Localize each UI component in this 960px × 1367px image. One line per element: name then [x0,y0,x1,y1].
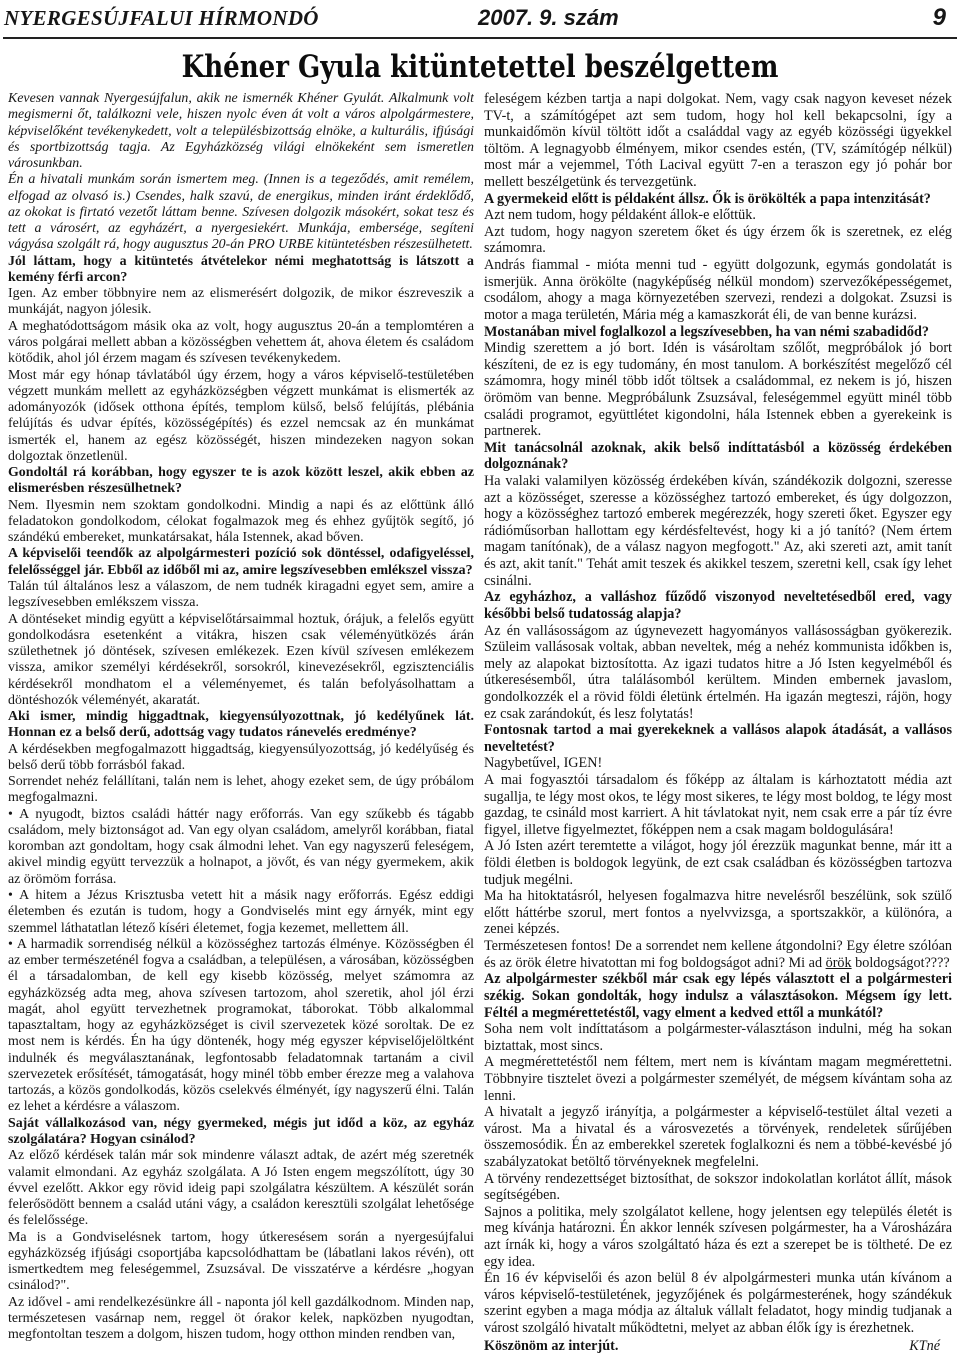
article-title: Khéner Gyula kitüntetettel beszélgettem [181,49,779,85]
answer-paragraph: • A nyugodt, biztos családi háttér nagy erőforrás. Van egy szűkebb és tágabb családom, mely biztonságot ad. Van egy olyan családom, amelyről korábban, fiatal koromban azt gondoltam, hogy csak álmodni lehet. Van egy nagyszerű feleségem, akivel mindig együtt tervezzük a holnapot, a jövőt, és van négy gyermekem, akik az örömöm forrása. [8,806,474,887]
answer-paragraph: A Jó Isten azért teremtette a világot, hogy jól érezzük magunkat benne, már itt a földi életben is boldogok legyünk, de ezt csak családban és közösségben tartozva tudjuk megélni. [484,838,952,888]
author-signature: KTné [909,1337,940,1354]
answer-paragraph: A döntéseket mindig együtt a képviselőtársaimmal hoztuk, órájuk, a felelős együtt gondolkodásra esetenként a vitákra, hiszen csak véleményütközés árán születhetnek jó döntések, szívesen emlékezek. Ezen kívül szívesen emlékezem vissza, amikor személyi kérdésekről, sorsokról, kinevezésekről, egzisztenciális kérdésekről mondhatom el a véleményemet, és talán befolyásolhattam a döntéshozók véleményét, akaratát. [8,611,474,708]
right-column-body [484,91,952,1337]
closing-thanks: Köszönöm az interjút. [484,1337,619,1354]
answer-paragraph: Talán túl általános lesz a válaszom, de nem tudnék kiragadni egyet sem, amire a legszívesebben emlékszem vissza. [8,578,474,611]
answer-paragraph: A megmérettetéstől nem féltem, mert nem is kívántam magam megmérettetni. Többnyire tisztelet övezi a polgármester személyét, de mégsem kívántam soha az lenni. [484,1054,952,1104]
answer-paragraph: Ma is a Gondviselésnek tartom, hogy útkeresésem során a nyergesújfalui egyházközség ifjúsági csoportjába kapcsolódhattam be (lábatlani lakos révén), ott ismertkedtem meg feleségemmel, Zsuzsával. De visszatérve a kérdésre „hogyan csinálod?". [8,1229,474,1294]
answer-paragraph: Azt tudom, hogy nagyon szeretem őket és úgy érzem ők is szeretnek, ez elég számomra. [484,223,952,257]
answer-paragraph: • A harmadik sorrendiség nélkül a közösséghez tartozás élménye. Közösségben él az ember természeténél fogva a családban, a településen, a városában, közösségben él a társadalomban, de kell egy kisebb közösség, melyet számomra az egyházközség adta meg, ahova szívesen tartozom, ahol szeretik, ahol jól érzi magát, ahol együtt tervezhetnek programokat, táborokat. Több alkalommal tapasztaltam, hogy az egyházközséget is civil szervezetek közé soroltak. De ez most nem is kérdés. Én ha úgy döntenék, hogy még egyszer képviselőjelöltként indulnék és megválasztanának, legfontosabb feladatomnak tartanám a civil szervezetek erősítését, támogatását, hogy minél több ember érezze meg a valahova tartozás, a közös gondolkodás, közös cselekvés élményét, így nagyszerű élni. Talán ez lehet a kérdésre a válaszom. [8,936,474,1115]
question-paragraph: Az alpolgármester székből már csak egy lépés választott el a polgármesteri székig. Sokan gondolták, hogy indulsz a választásokon. Mégsem így lett. Féltél a megmérettetéstől, vagy elment a kedved ettől a munkától? [484,971,952,1021]
header-rule [3,37,957,39]
issue-number: 2007. 9. szám [478,5,619,30]
answer-paragraph: feleségem kézben tartja a napi dolgokat. Nem, vagy csak nagyon keveset nézek TV-t, a számítógépet azt sem tudom, hogy hol kell bekapcsolni, így a munkaidőmön kívül töltött időt a családdal vagy az egyéb közösségi ügyekkel töltöm. A legnagyobb élményem, mikor csendes estén, (TV, számítógép nélkül) most már a vejemmel, Tóth Lacival együtt 7-en a teraszon egy jó pohár bor mellett beszélgetünk és tervezgetünk. [484,91,952,191]
question-paragraph: Az egyházhoz, a valláshoz fűződő viszonyod neveltetésedből ered, vagy későbbi belső tudatosság alapja? [484,589,952,622]
answer-paragraph: Ma ha hitoktatásról, helyesen fogalmazva hitre nevelésről beszélünk, sok szülő előtt háttérbe szorul, mert fontos a nyelvvizsga, a sportszakkör, a különóra, a zenei képzés. [484,888,952,938]
answer-paragraph: A mai fogyasztói társadalom és főképp az általam is kárhoztatott média azt sugallja, te légy most okos, te légy most sikeres, te légy most boldog, te légy most gazdag, te csináld most karriert. A hit távlatokat nyit, nem csak erre a pár tíz évre figyel, illetve figyelmeztet, főképpen nem a csak magam boldogulására! [484,771,952,838]
answer-paragraph: Azt nem tudom, hogy példaként állok-e előttük. [484,207,756,224]
answer-paragraph: András fiammal - mióta menni tud - együtt dolgozunk, egymás gondolatát is ismerjük. Anna örökölte (nagyképűség nélkül mondom) szervezőképességemet, csodálom, ahogy a maga környezetében szervezi, rendezi a dolgokat. Zsuzsi is motor a maga területén, Mária még a kamaszkorát éli, de van benne kurázsi. [484,257,952,323]
answer-paragraph: Nem. Ilyesmin nem szoktam gondolkodni. Mindig a napi és az előttünk álló feladatokon gondolkodom, célokat fogalmazok meg és ehhez gyűjtök segítő, jó szándékú embereket, munkatársakat, hála Istennek, akad bőven. [8,497,474,546]
answer-paragraph: Az én vallásosságom az úgynevezett hagyományos vallásosságban gyökerezik. Szüleim vallásosak voltak, abban neveltek, még a nehéz kommunista időkben is, mely az alapokat biztosította. Az igazi tudatos hitre a Jó Isten kegyelméből és útkeresésemből, útra találásomból kerültem. Minden embernek javaslom, gondolkozzék el a rövid földi életünk értelmén. Ha igazán megteszi, rájön, hogy ez csak zarándokút, és lesz folytatás! [484,622,952,722]
answer-paragraph: Az előző kérdések talán már sok mindenre választ adtak, de azért még szeretnék valamit elmondani. Az egyház szolgálata. A Jó Isten engem megszólított, úgy 30 évvel ezelőtt. Akkor egy rövid ideig papi szolgálatra készültem. A készülét során felerősödött bennem a család utáni vágy, a családon keresztüli szolgálat lehetősége és felelőssége. [8,1148,474,1229]
underlined-word: örök [825,954,852,971]
question-paragraph: Aki ismer, mindig higgadtnak, kiegyensúlyozottnak, jó kedélyűnek lát. Honnan ez a belső derű, adottság vagy tudatos ránevelés eredménye? [8,709,474,741]
paragraph-text: boldogságot???? [851,954,950,971]
paragraph-text: Természetesen fontos! De a sorrendet nem kellene átgondolni? Egy életre szólóan és az örök életre hivatottan mi fog boldogságot adni? Mi ad [484,938,952,971]
answer-paragraph: Igen. Az ember többnyire nem az elismerésért dolgozik, de mikor észreveszik a munkáját, nagyon jólesik. [8,286,474,318]
answer-paragraph: A hivatalt a jegyző irányítja, a polgármester a képviselő-testület által vezeti a várost. Ma a hivatal és a városvezetés a törvények, rendeletek sűrűjében összemosódik. Én az emberekkel szeretek foglalkozni és nem a többé-kevésbé jó szabályzatokat betöltő törvényeknek megfelelni. [484,1104,952,1170]
question-paragraph: Fontosnak tartod a mai gyerekeknek a vallásos alapok átadását, a vallásos neveltetést? [484,722,952,755]
question-paragraph: A gyermekeid előtt is példaként állsz. Ők is örökölték a papa intenzitását? [484,190,931,207]
answer-paragraph: A meghatódottságom másik oka az volt, hogy augusztus 20-án a templomtéren a város polgárai mellett abban a közösségben vehettem át, ahova életem és családom kötődik, ahol jól érzem magam és szívesen tevékenykedem. [8,318,474,367]
left-column [8,91,474,1359]
answer-paragraph: Ha valaki valamilyen közösség érdekében kíván, szándékozik dolgozni, szeresse azt a közösséget, szeresse a közösséghez tartozó embereket, és úgy dolgozzon, hogy a közösséghez tartozó emberek megérezzék, hogy szereti őket. Egyszer egy rádióműsorban hallottam egy kérdésfeltevést, hogy ki a jó tanító? (Nem értem magam tanítónak), de a válasz nagyon megfogott." Az, aki szereti azt, amit tanít és azt, akit tanít." Tehát amit teszek és akikkel teszem, szeretni kell, csak így lehet csinálni. [484,473,952,589]
question-paragraph: A képviselői teendők az alpolgármesteri pozíció sok döntéssel, odafigyeléssel, felelősséggel jár. Ebből az időből mi az, amire legszívesebben emlékszel vissza? [8,546,474,578]
answer-paragraph: Nagybetűvel, IGEN! [484,755,603,772]
right-column [484,91,952,1359]
newspaper-title: NYERGESÚJFALUI HÍRMONDÓ [4,6,319,30]
answer-paragraph: Mindig szerettem a jó bort. Idén is vásároltam szőlőt, megpróbálok jó bort készíteni, de ez is egy tudomány, én most tanulom. A borkészítést megelőző cél számomra, hogy minél több időt töltsek a családommal, ez nekem is jó, hiszen örömöm van benne. Megpróbálunk Zsuzsával, feleségemmel együtt minél több családi programot, együttlétet kigondolni, hála Istennek ebben a gyerekeink is partnerek. [484,340,952,440]
answer-paragraph: Én 16 év képviselői és azon belül 8 év alpolgármesteri munka után kívánom a város képviselő-testületének, jegyzőjének és polgármesterének, hogy szándékuk szerint egyben a maga módja az általuk vállalt feladatot, hogy mindig tudjanak a várost szolgáló hivatalt működtetni, melyet az abban élők így is érezhetnek. [484,1270,952,1337]
answer-paragraph: Az idővel - ami rendelkezésünkre áll - naponta jól kell gazdálkodnom. Minden nap, természetesen vasárnap nem, reggel öt órakor kelek, napközben nyugodtan, megfontoltan teszem a dolgom, hiszen tudom, hogy otthon minden rendben van, [8,1294,474,1343]
question-paragraph: Mostanában mivel foglalkozol a legszívesebben, ha van némi szabadidőd? [484,323,929,340]
question-paragraph: Gondoltál rá korábban, hogy egyszer te is azok között leszel, akik ebben az elismerésben részesülhetnek? [8,465,474,497]
answer-paragraph: A törvény rendezettséget biztosíthat, de sokszor indokolatlan korlátot állít, mások segítségében. [484,1170,952,1204]
answer-paragraph [484,938,952,971]
intro-paragraph: Kevesen vannak Nyergesújfalun, akik ne ismernék Khéner Gyulát. Alkalmunk volt megismerni őt, találkozni vele, hiszen nyolc éven át volt a város alpolgármestere, képviselőként tevékenykedett, volt a településbizottság elnöke, a kulturális, ifjúsági és sportbizottság tagja. Az Egyházközség világi elnökeként sem ismeretlen városunkban. [8,91,474,172]
answer-paragraph: Sorrendet nehéz felállítani, talán nem is lehet, ahogy ezeket sem, de úgy próbálom megfogalmazni. [8,774,474,806]
question-paragraph: Saját vállalkozásod van, négy gyermeked, mégis jut időd a köz, az egyház szolgálatára? Hogyan csinálod? [8,1115,474,1147]
closing-line [484,1338,952,1355]
answer-paragraph: A kérdésekben megfogalmazott higgadtság, kiegyensúlyozottság, jó kedélyűség és belső derű több forrásból fakad. [8,741,474,773]
answer-paragraph: Most már egy hónap távlatából úgy érzem, hogy a város képviselő-testületében végzett munkám mellett az egyházközségben végzett munkámat is elismerték az adományozók (idősek otthona építés, templom külső, belső felújítás, plébánia felújítás és udvar építés, közösségépítés) és ezzel nemcsak az én munkámat ismerték el, hanem az egész közösségét, hiszen mindezeken nagyon sokan dolgoztak önzetlenül. [8,367,474,464]
answer-paragraph: Sajnos a politika, mely szolgálatot kellene, hogy jelentsen egy település életét is meg kívánja határozni. Én akkor lennék szívesen polgármester, ha a Városházára azt írnák ki, hogy a város szolgáltató háza és ezt a szerepet be is töltheté. De ez egy idea. [484,1203,952,1270]
answer-paragraph: Soha nem volt indíttatásom a polgármester-választáson indulni, még ha sokan biztattak, most sincs. [484,1021,952,1054]
page-number: 9 [932,4,946,31]
intro-paragraph: Én a hivatali munkám során ismertem meg. (Innen is a tegeződés, amit remélem, elfogad az olvasó is.) Csendes, halk szavú, de energikus, minden iránt érdeklődő, az okokat is firtató vezetőt láttam benne. Szívesen dolgozik másokért, sokat tesz és tett a városért, az egyházért, a nyergesiekért. Munkája, embersége, segíteni vágyása szolgált rá, hogy augusztus 20-án PRO URBE kitüntetésben részesülhetett. [8,172,474,253]
left-column-body [8,91,474,1343]
answer-paragraph: • A hitem a Jézus Krisztusba vetett hit a másik nagy erőforrás. Egész eddigi életemben és ezután is tudom, hogy a Gondviselés mint egy árnyék, mint egy szemmel láthatatlan létező kíséri életemet, fogja kezemet, mellettem áll. [8,888,474,936]
question-paragraph: Mit tanácsolnál azoknak, akik belső indíttatásból a közösség érdekében dolgoznának? [484,439,952,473]
question-paragraph: Jól láttam, hogy a kitüntetés átvételekor némi meghatottság is látszott a kemény férfi arcon? [8,253,474,285]
